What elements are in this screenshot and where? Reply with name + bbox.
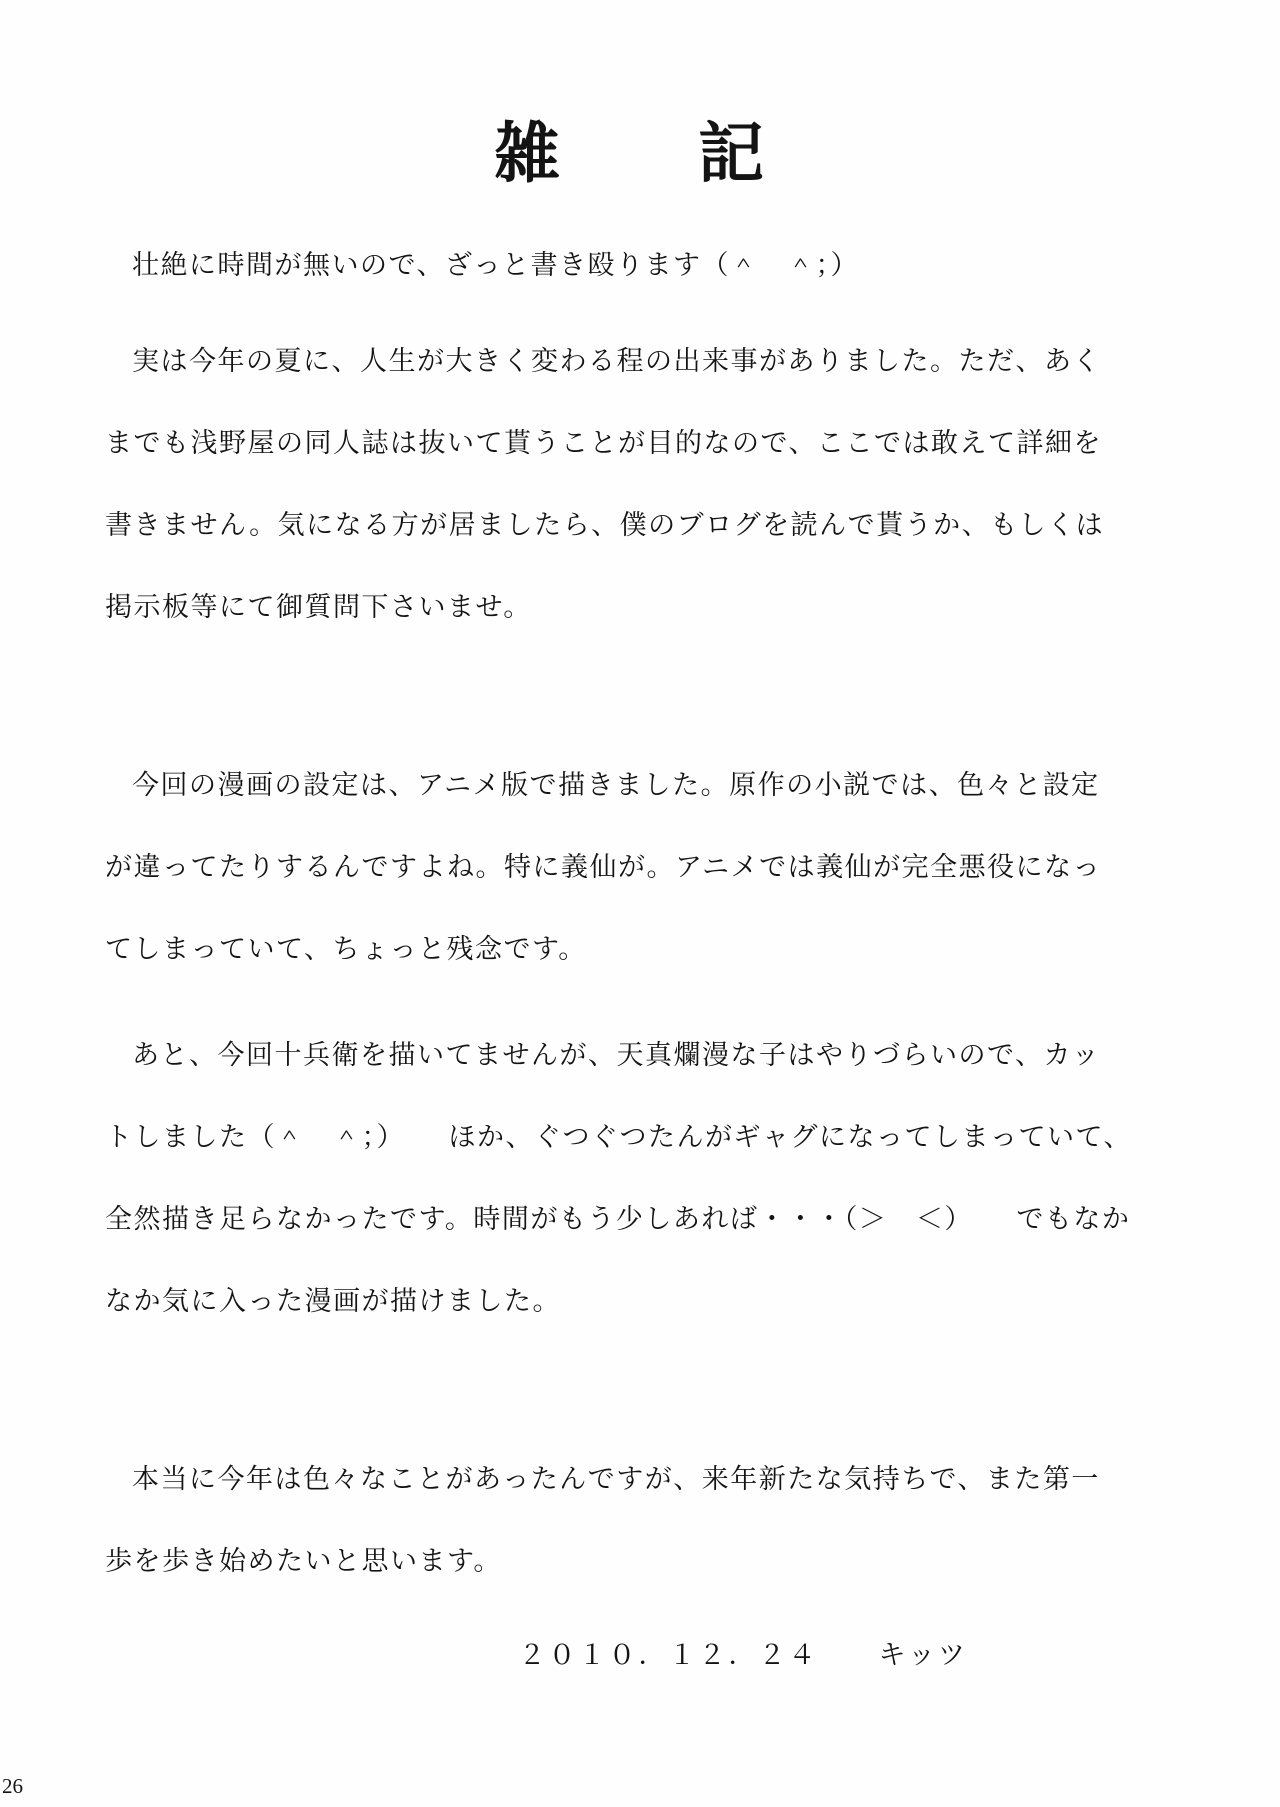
text-line: なか気に入った漫画が描けました。 <box>105 1286 561 1316</box>
text-line: 歩を歩き始めたいと思います。 <box>105 1546 502 1576</box>
page-title: 雑 記 <box>494 118 766 191</box>
text-line: が違ってたりするんですよね。特に義仙が。アニメでは義仙が完全悪役になっ <box>105 852 1102 882</box>
text-line: 本当に今年は色々なことがあったんですが、来年新たな気持ちで、また第一 <box>132 1464 1100 1494</box>
text-line: 書きません。気になる方が居ましたら、僕のブログを読んで貰うか、もしくは <box>105 510 1105 540</box>
text-line: 壮絶に時間が無いので、ざっと書き殴ります（＾ ＾；） <box>132 250 859 280</box>
page-number: 26 <box>2 1774 23 1798</box>
text-line: 掲示板等にて御質問下さいませ。 <box>105 592 532 622</box>
paragraph-life-event <box>105 320 1105 648</box>
paragraph-anime-setting <box>105 744 1102 990</box>
paragraph-characters <box>105 1014 1132 1342</box>
paragraph-intro <box>105 224 1010 306</box>
text-line: 全然描き足らなかったです。時間がもう少しあれば・・・（＞ ＜） でもなか <box>105 1204 1131 1234</box>
body-text <box>105 224 1132 1696</box>
text-line: までも浅野屋の同人誌は抜いて貰うことが目的なので、ここでは敢えて詳細を <box>105 428 1102 458</box>
text-line: あと、今回十兵衛を描いてませんが、天真爛漫な子はやりづらいので、カッ <box>132 1040 1101 1070</box>
date-signature: ２０１０．１２．２４ キッツ <box>518 1640 968 1670</box>
text-line: 今回の漫画の設定は、アニメ版で描きました。原作の小説では、色々と設定 <box>132 770 1100 800</box>
text-line: てしまっていて、ちょっと残念です。 <box>105 934 587 964</box>
text-line: 実は今年の夏に、人生が大きく変わる程の出来事がありました。ただ、あく <box>132 346 1101 376</box>
text-line: トしました（＾ ＾；） ほか、ぐつぐつたんがギャグになってしまっていて、 <box>105 1122 1132 1152</box>
paragraph-closing <box>105 1438 1100 1602</box>
